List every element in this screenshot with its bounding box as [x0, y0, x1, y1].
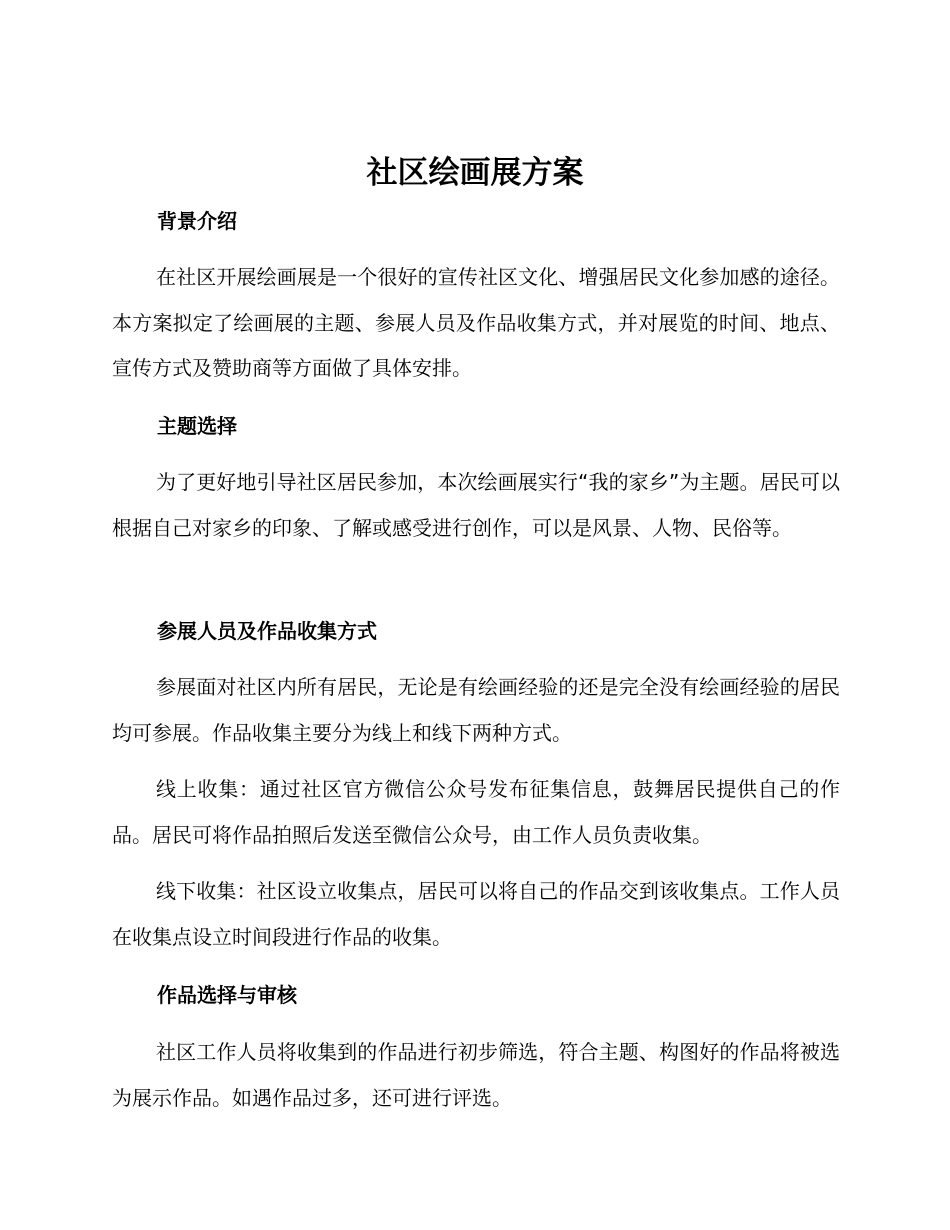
- paragraph-offline-collection: 线下收集：社区设立收集点，居民可以将自己的作品交到该收集点。工作人员在收集点设立时间段进行作品的收集。: [112, 879, 840, 949]
- paragraph-background: 在社区开展绘画展是一个很好的宣传社区文化、增强居民文化参加感的途径。本方案拟定了绘画展的主题、参展人员及作品收集方式，并对展览的时间、地点、宣传方式及赞助商等方面做了具体安排。: [112, 265, 840, 380]
- paragraph-online-collection: 线上收集：通过社区官方微信公众号发布征集信息，鼓舞居民提供自己的作品。居民可将作品拍照后发送至微信公众号，由工作人员负责收集。: [112, 777, 840, 847]
- section-heading-background: 背景介绍: [157, 209, 237, 233]
- section-heading-participants: 参展人员及作品收集方式: [157, 619, 377, 643]
- section-heading-selection: 作品选择与审核: [157, 983, 297, 1007]
- section-heading-theme: 主题选择: [157, 414, 237, 438]
- paragraph-theme: 为了更好地引导社区居民参加，本次绘画展实行“我的家乡”为主题。居民可以根据自己对家乡的印象、了解或感受进行创作，可以是风景、人物、民俗等。: [112, 470, 840, 540]
- paragraph-participants: 参展面对社区内所有居民，无论是有绘画经验的还是完全没有绘画经验的居民均可参展。作品收集主要分为线上和线下两种方式。: [112, 675, 840, 745]
- page-title: 社区绘画展方案: [366, 155, 584, 191]
- paragraph-selection: 社区工作人员将收集到的作品进行初步筛选，符合主题、构图好的作品将被选为展示作品。如遇作品过多，还可进行评选。: [112, 1040, 840, 1110]
